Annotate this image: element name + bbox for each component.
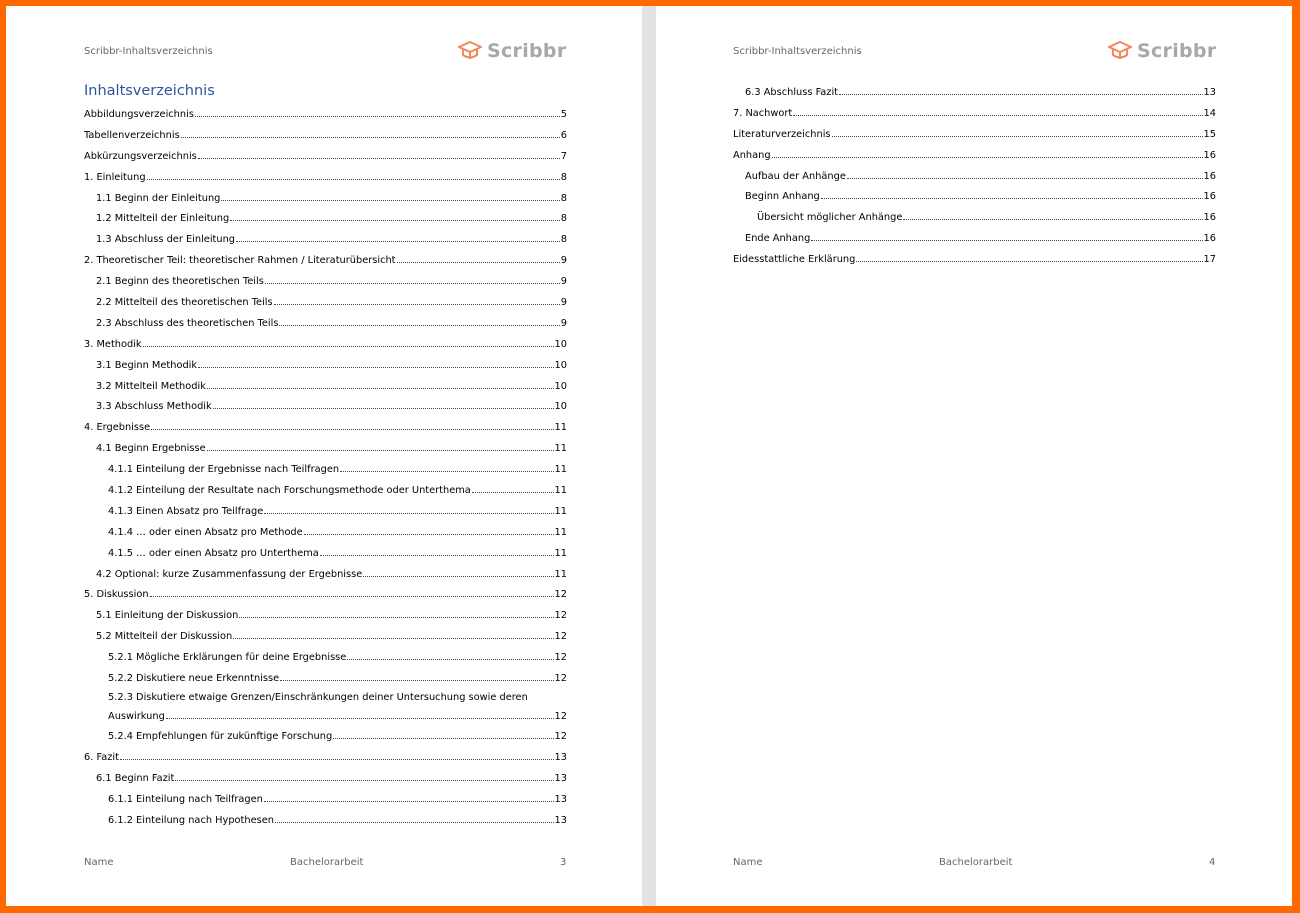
toc-leader-dots [839, 85, 1203, 95]
toc-page-number: 9 [560, 255, 567, 267]
toc-page-number: 14 [1203, 107, 1216, 119]
toc-entry[interactable] [84, 313, 567, 334]
toc-entry-text: 1. Einleitung [84, 171, 146, 183]
toc-entry[interactable] [733, 166, 1216, 187]
toc-entry-text: 4.1.4 … oder einen Absatz pro Methode [108, 526, 303, 538]
toc-page-number: 11 [554, 547, 567, 559]
toc-entry-text: 6.1.1 Einteilung nach Teilfragen [108, 793, 263, 805]
toc-entry-text: 4.1.3 Einen Absatz pro Teilfrage [108, 505, 264, 517]
toc-page-number: 12 [554, 589, 567, 601]
toc-entry[interactable] [84, 564, 567, 585]
toc-leader-dots [213, 399, 554, 409]
toc-leader-dots [150, 587, 554, 597]
toc-entry[interactable] [733, 249, 1216, 270]
toc-entry[interactable] [733, 82, 1216, 103]
toc-leader-dots [279, 316, 559, 326]
toc-page-number: 9 [560, 276, 567, 288]
toc-entry[interactable] [84, 334, 567, 355]
toc-entry-text: 6.1.2 Einteilung nach Hypothesen [108, 814, 274, 826]
toc-entry[interactable] [733, 186, 1216, 207]
toc-entry-text: 2.3 Abschluss des theoretischen Teils [96, 317, 279, 329]
toc-leader-dots [198, 358, 553, 368]
toc-page-number: 9 [560, 317, 567, 329]
toc-leader-dots [151, 420, 553, 430]
toc-leader-dots [207, 441, 554, 451]
toc-leader-dots [793, 106, 1202, 116]
toc-leader-dots [120, 750, 554, 760]
toc-entry-text: 1.2 Mittelteil der Einleitung [96, 213, 230, 225]
toc-entry[interactable] [84, 584, 567, 605]
toc-leader-dots [207, 379, 554, 389]
toc-entry[interactable] [84, 501, 567, 522]
toc-page-number: 13 [554, 793, 567, 805]
toc-page-number: 5 [560, 109, 567, 120]
toc-entry[interactable] [733, 124, 1216, 145]
toc-leader-dots [274, 295, 560, 305]
toc-entry[interactable] [84, 726, 567, 747]
toc-entry-text: 2. Theoretischer Teil: theoretischer Rahmen / Literaturübersicht [84, 255, 396, 267]
toc-entry-text: 4.1 Beginn Ergebnisse [96, 443, 206, 455]
toc-leader-dots [340, 462, 553, 472]
toc-leader-dots [239, 608, 553, 618]
toc-leader-dots [333, 729, 553, 739]
toc-entry-text: Aufbau der Anhänge [745, 170, 846, 182]
toc-entry-text: 4.2 Optional: kurze Zusammenfassung der Ergebnisse [96, 568, 363, 580]
logo-text: Scribbr [1137, 40, 1217, 62]
toc-entry[interactable] [84, 647, 567, 668]
toc-entry[interactable] [84, 543, 567, 564]
footer-doc-type: Bachelorarbeit [939, 857, 1013, 868]
toc-entry-text: 5.2.3 Diskutiere etwaige Grenzen/Einschränkungen deiner Untersuchung sowie deren [108, 691, 528, 703]
toc-page-number: 16 [1203, 233, 1216, 245]
toc-leader-dots [772, 148, 1203, 158]
toc-page-number: 8 [560, 192, 567, 204]
toc-leader-dots [221, 191, 559, 201]
logo-text: Scribbr [487, 40, 567, 62]
toc-entry-text: Abbildungsverzeichnis [84, 109, 194, 120]
toc-entry[interactable] [84, 459, 567, 480]
toc-entry[interactable] [84, 689, 567, 726]
graduation-cap-icon [458, 39, 482, 63]
toc-entry[interactable] [84, 626, 567, 647]
toc-entry-text: 4.1.2 Einteilung der Resultate nach Forschungsmethode oder Unterthema [108, 485, 471, 497]
page-3 [6, 6, 642, 906]
toc-entry[interactable] [84, 104, 567, 125]
toc-entry-text: 6.1 Beginn Fazit [96, 772, 175, 784]
toc-entry-text: 5. Diskussion [84, 589, 149, 601]
toc-entry[interactable] [84, 292, 567, 313]
toc-leader-dots [847, 169, 1203, 179]
graduation-cap-icon [1108, 39, 1132, 63]
toc-entry-text: Tabellenverzeichnis [84, 129, 180, 141]
scribbr-logo [1108, 39, 1217, 63]
toc-leader-dots [175, 771, 553, 781]
toc-entry[interactable] [84, 438, 567, 459]
toc-page-number: 8 [560, 171, 567, 183]
toc-leader-dots [264, 504, 553, 514]
toc-leader-dots [166, 709, 554, 719]
toc-entry-text: Literaturverzeichnis [733, 128, 831, 140]
document-viewer [6, 6, 1292, 906]
scribbr-logo [458, 39, 567, 63]
toc-leader-dots [143, 337, 554, 347]
toc-page-number: 17 [1203, 254, 1216, 266]
page-header: Scribbr-Inhaltsverzeichnis [84, 46, 213, 57]
toc-entry[interactable] [84, 605, 567, 626]
footer-doc-type: Bachelorarbeit [290, 857, 364, 868]
toc-leader-dots [233, 629, 553, 639]
toc-page-number: 12 [554, 610, 567, 622]
toc-page-number: 13 [554, 751, 567, 763]
toc-entry-text-continued: Auswirkung [108, 710, 165, 722]
toc-page-number: 8 [560, 234, 567, 246]
toc-entry-text: 5.2.2 Diskutiere neue Erkenntnisse [108, 673, 280, 685]
toc-page-number: 16 [1203, 170, 1216, 182]
footer-name: Name [733, 857, 763, 868]
toc-page-number: 11 [554, 568, 567, 580]
toc-page-number: 7 [560, 150, 567, 162]
toc-entry[interactable] [84, 747, 567, 768]
toc-entry[interactable] [84, 250, 567, 271]
toc-leader-dots [832, 127, 1203, 137]
toc-leader-dots [320, 546, 554, 556]
toc-entry[interactable] [84, 146, 567, 167]
footer-page-number: 4 [1209, 857, 1216, 868]
toc-page-number: 11 [554, 422, 567, 434]
toc-leader-dots [397, 253, 560, 263]
toc-title: Inhaltsverzeichnis [84, 83, 215, 99]
toc-leader-dots [811, 231, 1202, 241]
toc-entry-text: 3.3 Abschluss Methodik [96, 401, 212, 413]
toc-page-number: 13 [1203, 87, 1216, 98]
toc-page-number: 11 [554, 526, 567, 538]
toc-leader-dots [856, 252, 1202, 262]
toc-entry-text: 6.3 Abschluss Fazit [745, 87, 839, 98]
toc-page-number: 11 [554, 485, 567, 497]
toc-entry[interactable] [84, 480, 567, 501]
toc-entry-text: 4. Ergebnisse [84, 422, 151, 434]
toc-leader-dots [265, 274, 560, 284]
toc-entry[interactable] [84, 208, 567, 229]
toc-leader-dots [275, 813, 554, 823]
toc-page-number: 12 [554, 710, 567, 722]
toc-entry-text: Abkürzungsverzeichnis [84, 150, 197, 162]
page-header: Scribbr-Inhaltsverzeichnis [733, 46, 862, 57]
toc-entry-text: 2.1 Beginn des theoretischen Teils [96, 276, 264, 288]
toc-entry[interactable] [84, 768, 567, 789]
toc-page-number: 10 [554, 401, 567, 413]
toc-leader-dots [472, 483, 554, 493]
toc-page-number: 13 [554, 772, 567, 784]
toc-page-number: 15 [1203, 128, 1216, 140]
toc-page-number: 12 [554, 652, 567, 664]
toc-page-number: 8 [560, 213, 567, 225]
toc-entry-text: 5.2.4 Empfehlungen für zukünftige Forschung [108, 730, 333, 742]
toc-page-number: 11 [554, 443, 567, 455]
toc-entry-text: 5.1 Einleitung der Diskussion [96, 610, 239, 622]
toc-leader-dots [347, 650, 553, 660]
toc-leader-dots [198, 149, 560, 159]
toc-leader-dots [280, 671, 553, 681]
toc-entry-text: 5.2.1 Mögliche Erklärungen für deine Ergebnisse [108, 652, 347, 664]
toc-leader-dots [903, 210, 1202, 220]
toc-entry[interactable] [84, 125, 567, 146]
toc-leader-dots [147, 170, 560, 180]
toc-entry[interactable] [84, 229, 567, 250]
toc-page-number: 10 [554, 380, 567, 392]
toc-page-number: 16 [1203, 212, 1216, 224]
toc-entry-text: 1.1 Beginn der Einleitung [96, 192, 221, 204]
toc-entry[interactable] [84, 396, 567, 417]
toc-entry[interactable] [84, 355, 567, 376]
toc-entry-text: Eidesstattliche Erklärung [733, 254, 856, 266]
footer-name: Name [84, 857, 114, 868]
toc-entry-text: 3. Methodik [84, 338, 142, 350]
toc-entry-text: 6. Fazit [84, 751, 119, 763]
toc-page-number: 16 [1203, 149, 1216, 161]
toc-entry[interactable] [84, 167, 567, 188]
toc-leader-dots [230, 211, 560, 221]
toc-page-number: 11 [554, 505, 567, 517]
toc-page-number: 12 [554, 730, 567, 742]
toc-entry[interactable] [84, 810, 567, 831]
toc-entry[interactable] [84, 789, 567, 810]
toc-page-number: 6 [560, 129, 567, 141]
toc-page-number: 12 [554, 631, 567, 643]
toc-entry-text: Beginn Anhang [745, 191, 820, 203]
toc-leader-dots [363, 567, 553, 577]
toc-entry[interactable] [733, 207, 1216, 228]
toc-entry[interactable] [84, 668, 567, 689]
toc-entry[interactable] [84, 188, 567, 209]
toc-leader-dots [304, 525, 554, 535]
page-4 [656, 6, 1292, 906]
toc-entry[interactable] [733, 145, 1216, 166]
toc-page-number: 9 [560, 297, 567, 309]
toc-entry[interactable] [84, 271, 567, 292]
toc-page-number: 10 [554, 359, 567, 371]
toc-entry-text: 2.2 Mittelteil des theoretischen Teils [96, 297, 273, 309]
toc-entry-text: 7. Nachwort [733, 107, 793, 119]
toc-entry[interactable] [84, 417, 567, 438]
toc-entry[interactable] [733, 103, 1216, 124]
toc-entry-text: Übersicht möglicher Anhänge [757, 212, 903, 224]
footer-page-number: 3 [560, 857, 567, 868]
toc-entry-text: Anhang [733, 149, 771, 161]
toc-list [733, 82, 1216, 270]
toc-page-number: 10 [554, 338, 567, 350]
toc-entry[interactable] [84, 522, 567, 543]
toc-leader-dots [195, 107, 560, 117]
toc-entry-text: 3.1 Beginn Methodik [96, 359, 198, 371]
toc-page-number: 11 [554, 464, 567, 476]
toc-leader-dots [264, 792, 554, 802]
toc-entry-text: 1.3 Abschluss der Einleitung [96, 234, 236, 246]
toc-entry[interactable] [733, 228, 1216, 249]
toc-entry-text: 4.1.5 … oder einen Absatz pro Unterthema [108, 547, 319, 559]
toc-page-number: 16 [1203, 191, 1216, 203]
toc-leader-dots [236, 232, 560, 242]
toc-page-number: 12 [554, 673, 567, 685]
toc-page-number: 13 [554, 814, 567, 826]
toc-leader-dots [821, 189, 1203, 199]
toc-list [84, 104, 567, 830]
toc-entry-text: 3.2 Mittelteil Methodik [96, 380, 206, 392]
toc-leader-dots [181, 128, 560, 138]
toc-entry-text: 4.1.1 Einteilung der Ergebnisse nach Teilfragen [108, 464, 340, 476]
toc-entry-text: 5.2 Mittelteil der Diskussion [96, 631, 233, 643]
toc-entry[interactable] [84, 376, 567, 397]
toc-entry-text: Ende Anhang [745, 233, 811, 245]
